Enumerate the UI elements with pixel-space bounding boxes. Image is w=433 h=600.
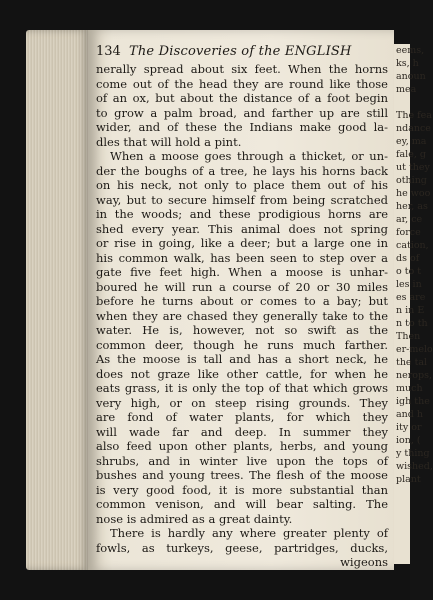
facing-page-fragment: force [396, 227, 421, 238]
facing-page-fragment: wished, [396, 461, 433, 472]
facing-page-fragment: es are [396, 292, 426, 303]
text-line: very high, or on steep rising grounds. They [96, 395, 388, 410]
text-line: before he turns about or comes to a bay; but [96, 294, 388, 308]
text-line: come out of the head they are round like those [96, 76, 388, 91]
text-line: There is hardly any where greater plenty of [110, 526, 388, 540]
facing-page-edge [394, 44, 433, 564]
facing-page-fragment: ity or [396, 422, 422, 433]
text-line: nose is admired as a great dainty. [96, 511, 293, 526]
running-header [96, 44, 388, 60]
text-line: of an ox, but about the distance of a foot begin [96, 91, 388, 105]
facing-page-fragment: ks, h [396, 58, 419, 69]
facing-page-fragment: plant [396, 474, 421, 485]
facing-page-fragment [396, 96, 410, 109]
text-line: in the woods; and these prodigious horns are [96, 207, 388, 221]
facing-page-fragment: anoun [396, 71, 426, 82]
text-line: also feed upon other plants, herbs, and young [96, 439, 388, 453]
text-line: der the boughs of a tree, he lays his horns back [96, 163, 388, 178]
text-line: shrubs, and in winter live upon the tops of [96, 453, 388, 468]
facing-page-fragment: les in [396, 279, 422, 290]
text-line: way, but to secure himself from being scratched [96, 192, 388, 207]
book-page-edges [26, 30, 90, 570]
facing-page-fragment: much [396, 383, 423, 394]
facing-page-fragment: the tal [396, 357, 428, 368]
facing-page-fragment: eems, [396, 45, 425, 56]
facing-page-fragment: igh the [396, 396, 430, 407]
text-line: bushes and young trees. The flesh of the moose [96, 468, 388, 482]
facing-page-fragment: ut they [396, 162, 430, 173]
page-body-text [96, 62, 388, 569]
facing-page-fragment: ar, ce [396, 214, 423, 225]
facing-page-fragment: n to th [396, 318, 428, 329]
facing-page-fragment: ion, ( [396, 435, 421, 446]
facing-page-fragment: mea [396, 84, 417, 95]
text-line: is very good food, it is more substantial than [96, 482, 388, 497]
facing-page-fragment: Then [396, 331, 421, 342]
text-line: dles that will hold a pint. [96, 134, 242, 149]
facing-page-fragment: ndance [396, 123, 431, 134]
text-line: will wade far and deep. In summer they [96, 424, 388, 439]
running-title: The Discoveries of the ENGLISH [128, 44, 352, 59]
text-line: boured he will run a course of 20 or 30 miles [96, 279, 388, 294]
text-line: on his neck, not only to place them out of his [96, 178, 388, 192]
text-line: As the moose is tall and has a short neck, he [96, 352, 388, 366]
text-line: are fond of water plants, for which they [96, 410, 388, 424]
text-line: common deer, though he runs much farther. [96, 337, 388, 352]
text-line: to grow a palm broad, and farther up are still [96, 105, 388, 120]
text-line: or rise in going, like a deer; but a large one in [96, 236, 388, 250]
text-line: eats grass, it is only the top of that which grows [96, 381, 388, 395]
text-line: nerally spread about six feet. When the horns [96, 62, 388, 76]
text-line: does not graze like other cattle, for when he [96, 366, 388, 381]
facing-page-fragment: er-melo [396, 344, 433, 355]
facing-page-fragment: ey, ma [396, 136, 427, 147]
text-line: when they are chased they generally take to the [96, 308, 388, 323]
text-line: his common walk, has been seen to step over a [96, 250, 388, 265]
facing-page-fragment: he woo [396, 188, 431, 199]
facing-page-fragment: her, as [396, 201, 428, 212]
page-number: 134 [96, 44, 121, 59]
text-line: gate five feet high. When a moose is unhar- [96, 265, 388, 279]
facing-page-fragment: and h [396, 409, 424, 420]
facing-page-fragment: nerops, [396, 370, 432, 381]
text-line: common venison, and will bear salting. The [96, 497, 388, 511]
text-line: fowls, as turkeys, geese, partridges, ducks, [96, 540, 388, 555]
text-line: water. He is, however, not so swift as the [96, 323, 388, 337]
facing-page-fragment: y thing [396, 448, 430, 459]
text-line: wigeons [340, 555, 388, 569]
facing-page-fragment: cation, [396, 240, 429, 251]
facing-page-fragment: ds of [396, 253, 420, 264]
facing-page-fragment: The fea [396, 110, 432, 121]
facing-page-fragment: othing [396, 175, 427, 186]
facing-page-fragment: fale, g [396, 149, 426, 160]
text-line: wider, and of these the Indians make good la- [96, 120, 388, 134]
facing-page-fragment: o to t [396, 266, 422, 277]
facing-page-fragment: n in E [396, 305, 425, 316]
text-line: When a moose goes through a thicket, or un- [110, 149, 388, 163]
text-line: shed every year. This animal does not spring [96, 221, 388, 236]
